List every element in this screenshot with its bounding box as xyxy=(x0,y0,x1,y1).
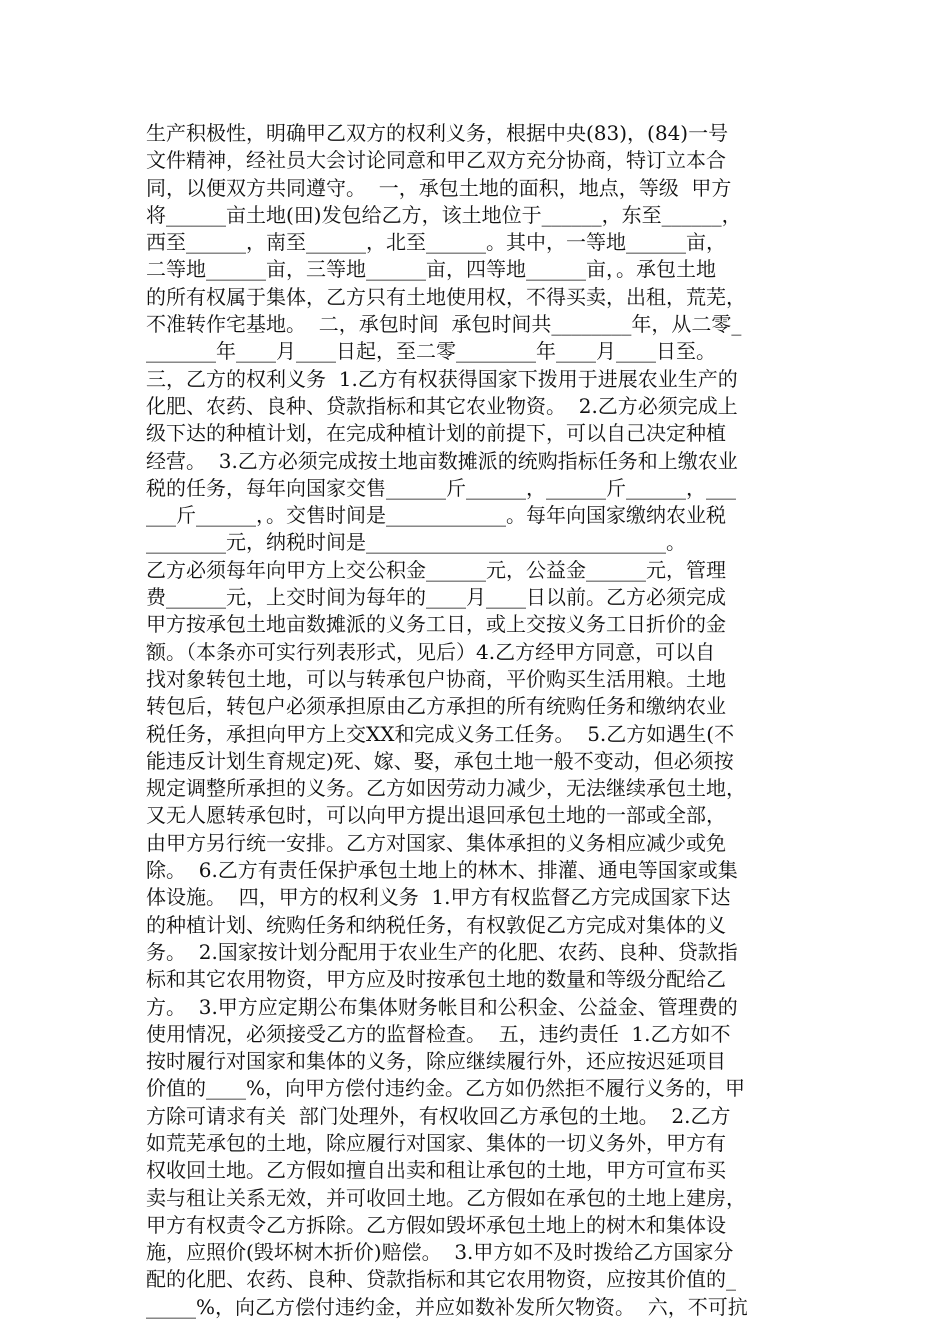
text-line: 二等地______亩，三等地______亩，四等地______亩，。承包土地 xyxy=(146,257,716,282)
text-line: 如荒芜承包的土地，除应履行对国家、集体的一切义务外，甲方有 xyxy=(146,1130,726,1155)
text-line: 西至______，南至______，北至______。其中，一等地______亩， xyxy=(146,230,726,255)
text-line: ________元，纳税时间是______________________________。 xyxy=(146,530,686,555)
text-line: 不准转作宅基地。 二，承包时间 承包时间共________年，从二零_ xyxy=(146,312,742,337)
text-line: 税的任务，每年向国家交售______斤______，______斤______，___ xyxy=(146,475,736,500)
text-line: 按时履行对国家和集体的义务，除应继续履行外，还应按迟延项目 xyxy=(146,1049,726,1074)
text-line: 由甲方另行统一安排。乙方对国家、集体承担的义务相应减少或免 xyxy=(146,830,726,855)
text-line: 标和其它农用物资，甲方应及时按承包土地的数量和等级分配给乙 xyxy=(146,967,726,992)
text-line: 税任务，承担向甲方上交XX和完成义务工任务。 5.乙方如遇生(不 xyxy=(146,721,735,746)
text-line: 方。 3.甲方应定期公布集体财务帐目和公积金、公益金、管理费的 xyxy=(146,994,738,1019)
text-line: 找对象转包土地，可以与转承包户协商，平价购买生活用粮。土地 xyxy=(146,666,726,691)
text-line: 卖与租让关系无效，并可收回土地。乙方假如在承包的土地上建房， xyxy=(146,1185,746,1210)
text-line: 生产积极性，明确甲乙双方的权利义务，根据中央(83)，(84)一号 xyxy=(146,121,729,145)
text-line: 权收回土地。乙方假如擅自出卖和租让承包的土地，甲方可宣布买 xyxy=(146,1158,726,1183)
text-line: 价值的____%，向甲方偿付违约金。乙方如仍然拒不履行义务的，甲 xyxy=(146,1076,746,1101)
text-line: 经营。 3.乙方必须完成按土地亩数摊派的统购指标任务和上缴农业 xyxy=(146,448,738,473)
text-line: _____%，向乙方偿付违约金，并应如数补发所欠物资。 六，不可抗 xyxy=(146,1294,748,1319)
text-line: 同，以便双方共同遵守。 一，承包土地的面积，地点，等级 甲方 xyxy=(146,175,732,200)
text-line: 费______元，上交时间为每年的____月____日以前。乙方必须完成 xyxy=(146,585,726,610)
text-line: 额。（本条亦可实行列表形式，见后）4.乙方经甲方同意，可以自 xyxy=(146,639,716,664)
text-line: ___斤______，。交售时间是____________。每年向国家缴纳农业税 xyxy=(146,503,726,528)
text-line: 的种植计划、统购任务和纳税任务，有权敦促乙方完成对集体的义 xyxy=(146,912,726,937)
text-line: 除。 6.乙方有责任保护承包土地上的林木、排灌、通电等国家或集 xyxy=(146,858,738,883)
text-line: 又无人愿转承包时，可以向甲方提出退回承包土地的一部或全部， xyxy=(146,803,726,828)
text-line: _______年____月____日起，至二零________年____月____日至。 xyxy=(146,339,716,364)
text-line: 方除可请求有关 部门处理外，有权收回乙方承包的土地。 2.乙方 xyxy=(146,1103,731,1128)
contract-body-text xyxy=(146,120,810,1321)
text-line: 三，乙方的权利义务 1.乙方有权获得国家下拨用于进展农业生产的 xyxy=(146,366,738,391)
text-line: 将______亩土地(田)发包给乙方，该土地位于______，东至______， xyxy=(146,202,742,227)
text-line: 务。 2.国家按计划分配用于农业生产的化肥、农药、良种、贷款指 xyxy=(146,939,738,964)
text-line: 施，应照价(毁坏树木折价)赔偿。 3.甲方如不及时拨给乙方国家分 xyxy=(146,1240,734,1265)
text-line: 乙方必须每年向甲方上交公积金______元，公益金______元，管理 xyxy=(146,557,726,582)
text-line: 使用情况，必须接受乙方的监督检查。 五，违约责任 1.乙方如不 xyxy=(146,1021,731,1046)
text-line: 体设施。 四，甲方的权利义务 1.甲方有权监督乙方完成国家下达 xyxy=(146,885,731,910)
text-line: 能违反计划生育规定)死、嫁、娶，承包土地一般不变动，但必须按 xyxy=(146,748,734,773)
text-line: 甲方有权责令乙方拆除。乙方假如毁坏承包土地上的树木和集体设 xyxy=(146,1212,726,1237)
text-line: 的所有权属于集体，乙方只有土地使用权，不得买卖，出租，荒芜， xyxy=(146,284,746,309)
text-line: 级下达的种植计划，在完成种植计划的前提下，可以自己决定种植 xyxy=(146,421,726,446)
text-line: 文件精神，经社员大会讨论同意和甲乙双方充分协商，特订立本合 xyxy=(146,148,726,173)
text-line: 转包后，转包户必须承担原由乙方承担的所有统购任务和缴纳农业 xyxy=(146,694,726,719)
text-line: 甲方按承包土地亩数摊派的义务工日，或上交按义务工日折价的金 xyxy=(146,612,726,637)
text-line: 配的化肥、农药、良种、贷款指标和其它农用物资，应按其价值的_ xyxy=(146,1267,736,1292)
text-line: 规定调整所承担的义务。乙方如因劳动力减少，无法继续承包土地， xyxy=(146,776,746,801)
text-line: 化肥、农药、良种、贷款指标和其它农业物资。 2.乙方必须完成上 xyxy=(146,393,738,418)
